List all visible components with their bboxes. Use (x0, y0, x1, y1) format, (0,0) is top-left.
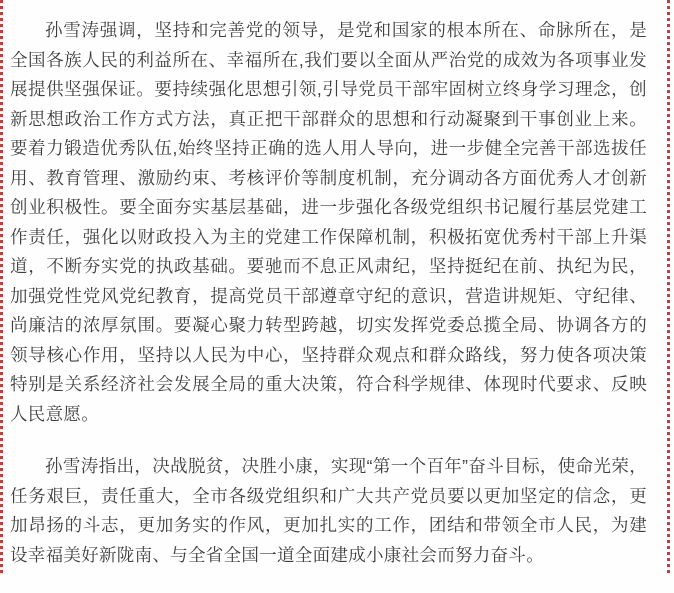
paragraph-1: 孙雪涛强调，坚持和完善党的领导，是党和国家的根本所在、命脉所在，是全国各族人民的利益所在、幸福所在,我们要以全面从严治党的成效为各项事业发展提供坚强保证。要持续强化思想引领,引导党员干部牢固树立终身学习理念，创新思想政治工作方式方法，真正把干部群众的思想和行动凝聚到干事创业上来。要着力锻造优秀队伍,始终坚持正确的选人用人导向，进一步健全完善干部选拔任用、教育管理、激励约束、考核评价等制度机制，充分调动各方面优秀人才创新创业积极性。要全面夯实基层基础，进一步强化各级党组织书记履行基层党建工作责任，强化以财政投入为主的党建工作保障机制，积极拓宽优秀村干部上升渠道，不断夯实党的执政基础。要驰而不息正风肃纪，坚持挺纪在前、执纪为民，加强党性党风党纪教育，提高党员干部遵章守纪的意识，营造讲规矩、守纪律、尚廉洁的浓厚氛围。要凝心聚力转型跨越，切实发挥党委总揽全局、协调各方的领导核心作用，坚持以人民为中心，坚持群众观点和群众路线，努力使各项决策特别是关系经济社会发展全局的重大决策，符合科学规律、体现时代要求、反映人民意愿。 (10, 20, 647, 424)
paragraph-2: 孙雪涛指出，决战脱贫，决胜小康，实现“第一个百年”奋斗目标，使命光荣，任务艰巨，责任重大，全市各级党组织和广大共产党员要以更加坚定的信念，更加昂扬的斗志，更加务实的作风，更加扎实的工作，团结和带领全市人民，为建设幸福美好新陇南、与全省全国一道全面建成小康社会而努力奋斗。 (10, 456, 647, 565)
